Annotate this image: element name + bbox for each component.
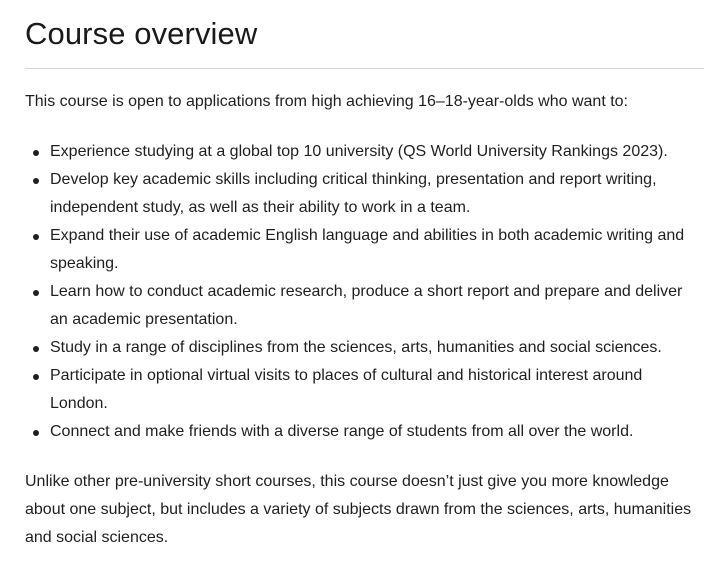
page-title: Course overview <box>25 16 258 51</box>
list-item: Experience studying at a global top 10 university (QS World University Rankings 2023). <box>25 138 700 166</box>
closing-paragraph: Unlike other pre-university short courses, this course doesn’t just give you more knowledge about one subject, but includes a variety of subjects drawn from the sciences, arts, humanities and social sciences. <box>25 473 692 546</box>
benefits-list <box>25 138 700 446</box>
list-item: Expand their use of academic English language and abilities in both academic writing and speaking. <box>25 222 700 278</box>
intro-paragraph: This course is open to applications from high achieving 16–18-year-olds who want to: <box>25 93 628 110</box>
list-item: Learn how to conduct academic research, produce a short report and prepare and deliver an academic presentation. <box>25 278 700 334</box>
list-item: Develop key academic skills including critical thinking, presentation and report writing, independent study, as well as their ability to work in a team. <box>25 166 700 222</box>
list-item: Participate in optional virtual visits to places of cultural and historical interest around London. <box>25 362 700 418</box>
list-item: Study in a range of disciplines from the sciences, arts, humanities and social sciences. <box>25 334 700 362</box>
title-divider <box>25 68 704 69</box>
list-item: Connect and make friends with a diverse range of students from all over the world. <box>25 418 700 446</box>
